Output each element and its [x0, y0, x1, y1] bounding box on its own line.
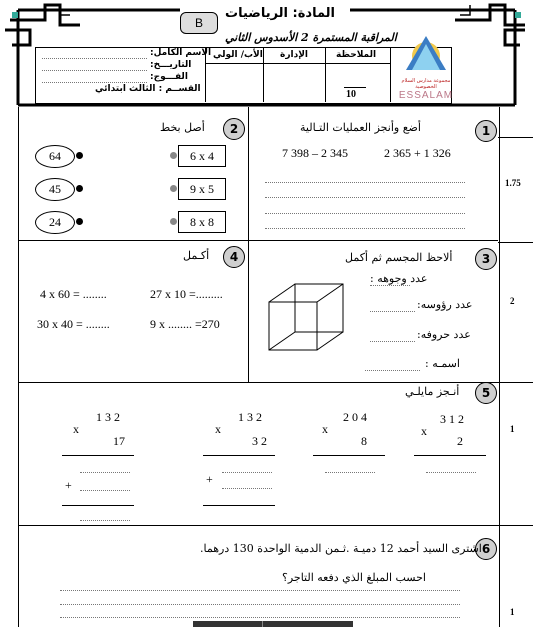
ex3-vertices-label: عدد رؤوسه: [417, 298, 473, 311]
cube-figure [265, 280, 355, 355]
score-ex3: 2 [510, 296, 515, 306]
match-right-2: 8 x 8 [178, 211, 226, 233]
match-right-dot-2[interactable] [170, 218, 177, 225]
ex1-answer-line-3[interactable] [265, 213, 465, 214]
ex3-title: ألاحظ المجسم ثم أكمل [345, 251, 453, 264]
school-logo [398, 34, 454, 100]
mult-1-bottom: 17 [113, 434, 125, 448]
score-ex1: 1.75 [505, 178, 521, 188]
exam-title: المراقبة المستمرة 2 الأسدوس الثاني [225, 31, 397, 44]
mult-1-line-2[interactable] [80, 490, 130, 491]
ex5-title: أنـجز مايلـي [405, 385, 460, 398]
ex3-vertices-field[interactable] [370, 311, 415, 312]
ex4-number: 4 [223, 246, 245, 268]
group-field[interactable] [42, 82, 147, 83]
ex4-item-1: 27 x 10 =......... [150, 287, 223, 301]
ex3-faces-label: عدد وجوهه : [370, 272, 428, 285]
ex1-operation-b: 2 365 + 1 326 [384, 146, 451, 160]
match-left-dot-0[interactable] [76, 152, 83, 159]
logo-text: ESSALAM [398, 90, 454, 101]
label-group: الفـــوج: [150, 72, 188, 82]
label-date: التاريـــخ: [150, 60, 192, 70]
match-left-dot-2[interactable] [76, 218, 83, 225]
label-name: الاسم الكامل: [150, 48, 212, 58]
match-left-2: 24 [35, 211, 75, 234]
ex1-answer-line-2[interactable] [265, 197, 465, 198]
mult-1-top: 1 3 2 [96, 410, 120, 424]
logo-caption: مجموعة مدارس السلام الخصوصية [401, 78, 451, 90]
ex6-number: 6 [475, 538, 497, 560]
mult-4-result[interactable] [426, 472, 476, 473]
mult-4-top: 3 1 2 [440, 412, 464, 426]
mult-1-sign: x [73, 422, 79, 436]
mult-4-bottom: 2 [457, 434, 463, 448]
match-left-dot-1[interactable] [76, 185, 83, 192]
ex6-answer-line-2[interactable] [60, 604, 460, 605]
ex6-statement: اشترى السيد أحمد 12 دميـة .ثـمن الدمية الواحدة 130 درهما. [200, 542, 482, 555]
ex6-question: احسب المبلغ الذي دفعه التاجر؟ [282, 571, 426, 584]
mult-3-bottom: 8 [361, 434, 367, 448]
mult-3-result[interactable] [325, 472, 375, 473]
th-parent: الأب/ الولي [213, 50, 263, 60]
ex4-item-2: 30 x 40 = ........ [37, 317, 110, 331]
mult-4-sign: x [421, 424, 427, 438]
column-divider [248, 107, 249, 382]
mult-1-line-1[interactable] [80, 472, 130, 473]
match-right-0: 6 x 4 [178, 145, 226, 167]
ex5-number: 5 [475, 382, 497, 404]
ex3-number: 3 [475, 248, 497, 270]
ex2-title: أصل بخط [160, 121, 205, 134]
ex3-name-field[interactable] [365, 370, 420, 371]
th-admin: الإدارة [280, 50, 308, 60]
ex1-answer-line-4[interactable] [265, 228, 465, 229]
ex1-answer-line-1[interactable] [265, 182, 465, 183]
ex2-number: 2 [223, 118, 245, 140]
match-right-dot-0[interactable] [170, 152, 177, 159]
mult-2-line-1[interactable] [222, 472, 272, 473]
grade-total: 10 [346, 89, 356, 100]
name-field[interactable] [42, 58, 147, 59]
ex3-edges-label: عدد حروفه: [417, 328, 471, 341]
mult-2-line-2[interactable] [222, 488, 272, 489]
ex4-item-0: 4 x 60 = ........ [40, 287, 107, 301]
version-badge: B [180, 12, 218, 34]
ex1-title: أضع وأنجز العمليات التـالية [300, 121, 421, 134]
ex6-answer-line-1[interactable] [60, 590, 460, 591]
ex4-item-3: 9 x ........ =270 [150, 317, 220, 331]
match-left-0: 64 [35, 145, 75, 168]
mult-2-bottom: 3 2 [252, 434, 267, 448]
ex4-title: أكـمل [183, 249, 210, 262]
mult-1-plus: + [65, 478, 72, 492]
date-field[interactable] [42, 70, 147, 71]
subject-title: المادة: الرياضيات [225, 6, 336, 21]
match-right-dot-1[interactable] [170, 185, 177, 192]
score-ex5: 1 [510, 424, 515, 434]
th-note: الملاحظة [336, 50, 377, 60]
ex3-edges-field[interactable] [370, 341, 415, 342]
mult-2-sign: x [215, 422, 221, 436]
mult-2-top: 1 3 2 [238, 410, 262, 424]
match-right-1: 9 x 5 [178, 178, 226, 200]
viewer-toolbar[interactable] [193, 621, 353, 627]
mult-3-sign: x [322, 422, 328, 436]
ex6-answer-line-3[interactable] [60, 617, 460, 618]
mult-1-result[interactable] [80, 520, 130, 521]
ex3-name-label: اسمـه : [425, 357, 460, 370]
mult-2-plus: + [206, 472, 213, 486]
mult-3-top: 2 0 4 [343, 410, 367, 424]
ex3-faces-field[interactable] [370, 285, 410, 286]
score-ex6: 1 [510, 607, 515, 617]
match-left-1: 45 [35, 178, 75, 201]
ex1-number: 1 [475, 120, 497, 142]
ex1-operation-a: 7 398 – 2 345 [282, 146, 348, 160]
label-class: القســم : الثالث ابتدائي [95, 84, 201, 94]
